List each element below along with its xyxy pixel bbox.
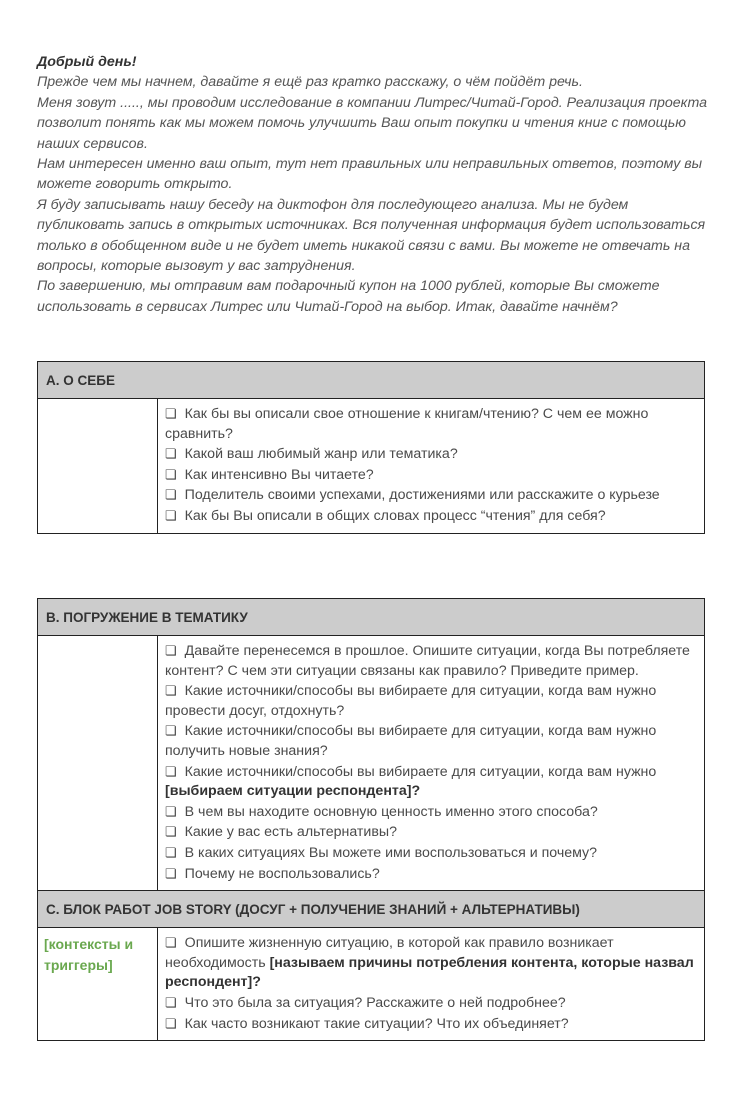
intro-paragraph: Меня зовут ....., мы проводим исследование в компании Литрес/Читай-Город. Реализация проекта позволит понять как мы можем помочь улучшить Ваш опыт покупки и чтения книг с помощью наших сервисов. [37,94,708,152]
checkbox-icon: ❏ [165,994,177,1010]
checkbox-icon: ❏ [165,406,177,421]
checkbox-icon: ❏ [165,487,177,503]
checkbox-icon: ❏ [165,466,177,482]
checkbox-icon: ❏ [165,935,177,951]
section-a-title: А. О СЕБЕ [38,362,705,399]
checkbox-icon: ❏ [165,763,177,779]
question-item: ❏ Почему не воспользовались? [165,865,380,882]
question-item: ❏ Какие источники/способы вы вибираете для ситуации, когда вам нужно провести досуг, отдохнуть? [165,683,657,719]
question-item: ❏ В чем вы находите основную ценность именно этого способа? [165,803,598,820]
intro-paragraph: По завершению, мы отправим вам подарочный купон на 1000 рублей, которые Вы сможете использовать в сервисах Литрес или Читай-Город на выбор. Итак, давайте начнём? [37,278,660,315]
section-b-side [38,636,158,891]
intro-paragraph: Нам интересен именно ваш опыт, тут нет правильных или неправильных ответов, поэтому вы можете говорить открыто. [37,156,703,193]
section-c-questions [158,928,705,1041]
checkbox-icon: ❏ [165,683,177,699]
question-item: ❏ Как бы Вы описали в общих словах процесс “чтения” для себя? [165,507,606,524]
context-triggers-label: [контексты и триггеры] [44,936,134,974]
section-bc-table [37,598,705,1041]
section-a-questions [158,399,705,534]
checkbox-icon: ❏ [165,824,177,840]
question-item: ❏ Какой ваш любимый жанр или тематика? [165,446,458,463]
question-item: ❏ Какие у вас есть альтернативы? [165,824,397,841]
section-b-questions [158,636,705,891]
checkbox-icon: ❏ [165,643,177,658]
section-a-table [37,361,705,534]
section-b-title: В. ПОГРУЖЕНИЕ В ТЕМАТИКУ [38,599,705,636]
intro-text [37,52,717,317]
question-item: ❏ Какие источники/способы вы вибираете для ситуации, когда вам нужно [выбираем ситуации респондента]? [165,763,657,800]
checkbox-icon: ❏ [165,507,177,523]
question-item: ❏ Как бы вы описали свое отношение к книгам/чтению? С чем ее можно сравнить? [165,406,649,442]
question-item: ❏ Что это была за ситуация? Расскажите о ней подробнее? [165,994,566,1011]
section-c-title: С. БЛОК РАБОТ JOB STORY (ДОСУГ + ПОЛУЧЕНИЕ ЗНАНИЙ + АЛЬТЕРНАТИВЫ) [38,891,705,928]
question-item: ❏ Как интенсивно Вы читаете? [165,466,374,483]
checkbox-icon: ❏ [165,723,177,739]
checkbox-icon: ❏ [165,865,177,881]
question-item: ❏ Давайте перенесемся в прошлое. Опишите ситуации, когда Вы потребляете контент? С чем эти ситуации связаны как правило? Приведите пример. [165,643,690,679]
section-a-side [38,399,158,534]
greeting: Добрый день! [37,54,137,70]
checkbox-icon: ❏ [165,446,177,462]
intro-paragraph: Я буду записывать нашу беседу на диктофон для последующего анализа. Мы не будем публиковать запись в открытых источниках. Вся полученная информация будет использоваться только в обобщенном виде и не будет иметь никакой связи с вами. Вы можете не отвечать на вопросы, которые вызовут у вас затруднения. [37,196,706,275]
question-item: ❏ В каких ситуациях Вы можете ими воспользоваться и почему? [165,844,598,861]
question-item: ❏ Как часто возникают такие ситуации? Что их объединяет? [165,1015,569,1032]
section-c-side [38,928,158,1041]
checkbox-icon: ❏ [165,803,177,819]
checkbox-icon: ❏ [165,1015,177,1031]
checkbox-icon: ❏ [165,844,177,860]
question-item: ❏ Поделитель своими успехами, достижениями или расскажите о курьезе [165,487,660,504]
question-item: ❏ Опишите жизненную ситуацию, в которой как правило возникает необходимость [называем причины потребления контента, которые назвал респондент]? [165,935,694,991]
question-item: ❏ Какие источники/способы вы вибираете для ситуации, когда вам нужно получить новые знания? [165,723,657,759]
intro-paragraph: Прежде чем мы начнем, давайте я ещё раз кратко расскажу, о чём пойдёт речь. [37,74,583,91]
